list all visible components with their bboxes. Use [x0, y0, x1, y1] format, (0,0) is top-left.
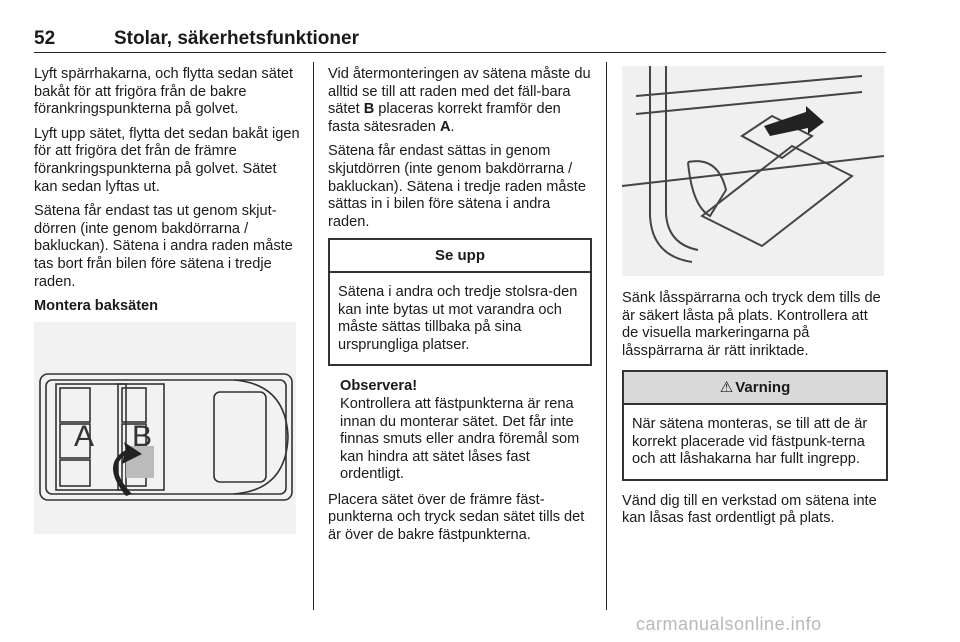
seat-label-a: A: [74, 420, 95, 453]
section-subheading: Montera baksäten: [34, 298, 159, 315]
warning-body: När sätena monteras, se till att de är korrekt placerade vid fästpunk-terna och att låshakarna har fullt ingrepp.: [632, 415, 868, 468]
warning-icon: ⚠: [719, 379, 734, 397]
seat-latch-illustration: [622, 66, 884, 276]
paragraph: Placera sätet över de främre fäst-punkterna och tryck sedan sätet tills det är över de bakre fästpunkterna.: [328, 491, 585, 544]
note-body: Kontrollera att fästpunkterna är rena innan du monterar sätet. Det får inte finnas smuts eller andra föremål som kan hindra att sätet låses fast ordentligt.: [340, 395, 580, 483]
paragraph: Sätena får endast tas ut genom skjut-dörren (inte genom bakdörrarna / bakluckan). Sätena i andra raden måste tas bort från bilen före sätena i tredje raden.: [34, 203, 293, 290]
column-1: [34, 66, 302, 323]
paragraph: Sätena får endast sättas in genom skjutdörren (inte genom bakdörrarna / bakluckan). Sätena i tredje raden måste sättas in i bilen före sätena i andra raden.: [328, 143, 586, 230]
paragraph: Lyft spärrhakarna, och flytta sedan sätet bakåt för att frigöra från de bakre förankringspunkterna på golvet.: [34, 66, 294, 118]
seat-latch-figure: [622, 66, 884, 276]
note-title: Observera!: [340, 378, 418, 395]
caution-box: [328, 238, 592, 366]
page-header: [34, 28, 886, 52]
paragraph: Sänk låsspärrarna och tryck dem tills de är säkert låsta på plats. Kontrollera att de visuella markeringarna på låsspärrarna är rätt inriktade.: [622, 290, 881, 359]
caution-title: Se upp: [330, 240, 590, 273]
column-divider-1: [313, 62, 314, 610]
seat-layout-figure: [34, 322, 296, 534]
paragraph: Vänd dig till en verkstad om sätena inte kan låsas fast ordentligt på plats.: [622, 492, 877, 527]
seat-label-b: B: [132, 420, 153, 453]
column-divider-2: [606, 62, 607, 610]
column-3: [622, 290, 888, 535]
warning-title: Varning: [735, 379, 791, 397]
column-2: [328, 66, 592, 552]
warning-box: [622, 370, 888, 480]
header-rule: [34, 52, 886, 53]
warning-header: [624, 372, 886, 405]
caution-body: Sätena i andra och tredje stolsra-den kan inte bytas ut mot varandra och måste sättas tillbaka på sina ursprungliga platser.: [338, 283, 578, 353]
watermark: carmanualsonline.info: [636, 614, 822, 634]
page-title: Stolar, säkerhetsfunktioner: [114, 28, 359, 49]
van-seat-diagram: [34, 322, 296, 534]
paragraph: Vid återmonteringen av sätena måste du alltid se till att raden med det fäll-bara sätet B placeras korrekt framför den fasta sätesraden A.: [328, 66, 591, 135]
paragraph: Lyft upp sätet, flytta det sedan bakåt igen för att frigöra det från de främre förankringspunkterna på golvet. Sätet kan sedan lyftas ut.: [34, 125, 300, 195]
page-number: 52: [34, 28, 56, 49]
